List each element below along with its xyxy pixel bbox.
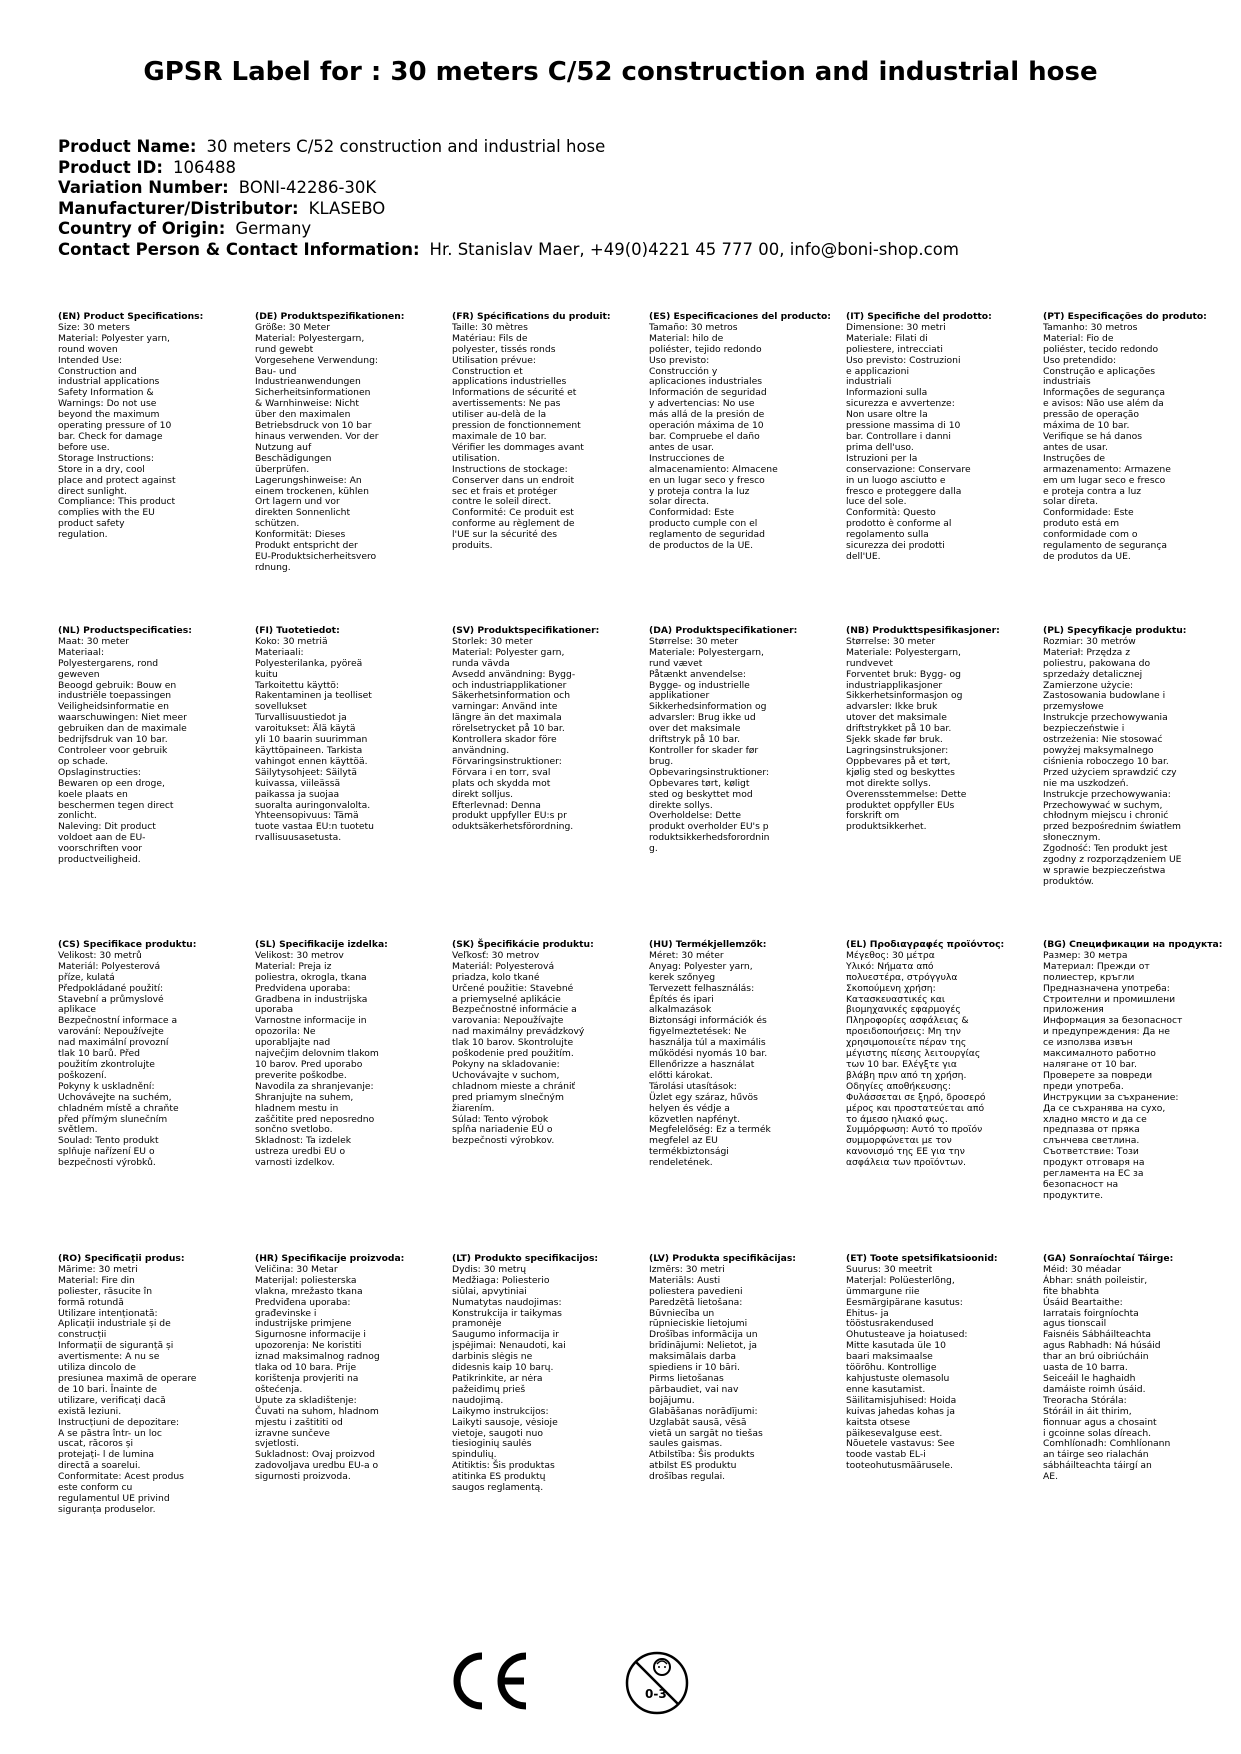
spec-block [846,312,1036,563]
spec-block-header: (LV) Produkta specifikācijas: [649,1253,796,1264]
spec-line: Veličina: 30 Metar [255,1263,338,1275]
spec-line: Taille: 30 mètres [452,321,528,333]
spec-line: Uso previsto: Construcción y aplicaciones industriales [649,354,763,388]
spec-line: Uso pretendido: Construção e aplicações industriais [1043,354,1156,388]
spec-line: Materiale: Polyestergarn, rundvevet [846,646,961,669]
spec-block [649,940,839,1169]
spec-line: Skladnost: Ta izdelek ustreza uredbi EU o varnosti izdelkov. [255,1135,352,1169]
spec-line: Materiál: Polyesterová příze, kulatá [58,960,161,983]
spec-block-header: (HU) Termékjellemzők: [649,939,767,950]
spec-block-header: (SV) Produktspecifikationer: [452,625,600,636]
spec-line: Overensstemmelse: Dette produktet oppfyller EUs forskrift om produktsikkerhet. [846,788,967,833]
spec-line: Size: 30 meters [58,321,130,333]
spec-line: Conformitate: Acest produs este conform cu regulamentul UE privind siguranța produselor. [58,1471,184,1515]
info-label: Variation Number: [58,178,229,197]
spec-line: Bezpečnostné informácie a varovania: Nepoužívajte nad maximálny prevádzkový tlak 10 barov. Skontrolujte poškodenie pred použitím. [452,1004,585,1060]
spec-block-header: (GA) Sonraíochtaí Táirge: [1043,1253,1174,1264]
spec-block-header: (DA) Produktspecifikationer: [649,625,798,636]
spec-line: Instrukcje przechowywania: Przechowywać w suchym, chłodnym miejscu i chronić przed bezpośrednim światłem słonecznym. [1043,788,1181,844]
spec-line: Veiligheidsinformatie en waarschuwingen: Niet meer gebruiken dan de maximale bedrijfsdruk van 10 bar. Controleer voor gebruik op schade. [58,701,187,767]
spec-line: Materiał: Przędza z poliestru, pakowana do sprzedaży detalicznej [1043,646,1151,680]
spec-line: Rozmiar: 30 metrów [1043,635,1136,647]
spec-line: Matériau: Fils de polyester, tissés ronds [452,332,556,355]
spec-block [255,626,445,844]
spec-line: Efterlevnad: Denna produkt uppfyller EU:s pr oduktsäkerhetsförordning. [452,799,574,833]
spec-line: Predviđena uporaba: građevinske i industrijske primjene [255,1296,352,1330]
spec-line: Numatytas naudojimas: Konstrukcija ir taikymas pramonėje [452,1296,562,1330]
spec-line: Určené použitie: Stavebné a priemyselné aplikácie [452,982,574,1005]
spec-line: Tarkoitettu käyttö: Rakentaminen ja teolliset sovellukset [255,679,372,713]
spec-line: Suurus: 30 meetrit [846,1263,933,1275]
info-value: 30 meters C/52 construction and industrial hose [206,137,606,156]
spec-line: Informazioni sulla sicurezza e avvertenze: Non usare oltre la pressione massima di 10 bar. Controllare i danni prima dell'uso. [846,387,961,453]
spec-line: Πληροφορίες ασφάλειας & προειδοποιήσεις: Μη την χρησιμοποιείτε πέραν της μέγιστης πίεσης λειτουργίας των 10 bar. Ελέγξτε για βλάβη πριν από τη χρήση. [846,1015,981,1081]
spec-block-header: (ES) Especificaciones del producto: [649,311,831,322]
ce-mark-icon [448,1650,532,1712]
spec-line: Instrucțiuni de depozitare: A se păstra într- un loc uscat, răcoros și protejați- l de lumina directă a soarelui. [58,1416,180,1472]
variation-number-row [58,178,959,199]
spec-line: Materiaali: Polyesterilanka, pyöreä kuitu [255,646,363,680]
spec-line: Turvallisuustiedot ja varoitukset: Älä käytä yli 10 baarin suurimman käyttöpaineen. Tarkista vahingot ennen käyttöä. [255,712,368,767]
spec-line: Förvaringsinstruktioner: Förvara i en torr, sval plats och skydda mot direkt solljus. [452,755,562,800]
spec-line: Méid: 30 méadar [1043,1263,1122,1275]
spec-line: Tárolási utasítások: Üzlet egy száraz, hűvös helyen és védje a közvetlen napfényt. [649,1080,758,1125]
spec-block [649,1254,839,1483]
spec-line: Méret: 30 méter [649,949,724,961]
spec-block [1043,312,1233,563]
contact-row [58,240,959,261]
spec-block [1043,1254,1233,1483]
spec-line: Vorgesehene Verwendung: Bau- und Industrieanwendungen [255,354,378,388]
spec-block [649,626,839,855]
spec-block-header: (IT) Specifiche del prodotto: [846,311,992,322]
spec-line: Informations de sécurité et avertissements: Ne pas utiliser au-delà de la pression de fonctionnement maximale de 10 bar. Vérifier les dommages avant utilisation. [452,387,584,464]
spec-block-header: (SL) Specifikacije izdelka: [255,939,388,950]
spec-line: Conformità: Questo prodotto è conforme al regolamento sulla sicurezza dei prodotti dell'UE. [846,507,952,562]
spec-line: Ábhar: snáth poileistir, fite bhabhta [1043,1274,1148,1297]
info-label: Contact Person & Contact Information: [58,239,420,259]
spec-line: Upute za skladištenje: Čuvati na suhom, hladnom mjestu i zaštititi od izravne sunčeve svjetlosti. [255,1394,379,1450]
spec-line: Istruzioni per la conservazione: Conservare in un luogo asciutto e fresco e proteggere dalla luce del sole. [846,452,971,508]
spec-block [846,626,1036,833]
spec-line: Material: Polyestergarn, rund gewebt [255,332,365,355]
spec-block-header: (BG) Спецификации на продукта: [1043,939,1223,950]
spec-line: Størrelse: 30 meter [846,635,936,647]
spec-block [452,312,642,552]
spec-line: Material: Polyester yarn, round woven [58,332,170,355]
spec-block [58,312,248,541]
spec-line: Paredzētā lietošana: Būvniecība un rūpnieciskie lietojumi [649,1296,748,1330]
spec-block-header: (NB) Produkttspesifikasjoner: [846,625,1000,636]
spec-line: Faisnéis Sábháilteachta agus Rabhadh: Ná húsáid thar an brú oibriúcháin uasta de 10 barra. Seiceáil le haghaidh damáiste roimh úsáid. [1043,1329,1161,1395]
spec-line: Pokyny k uskladnění: Uchovávejte na suchém, chladném místě a chraňte před přímým slunečním světlem. [58,1080,179,1136]
spec-line: Материал: Прежди от полиестер, кръгли [1043,960,1150,983]
spec-line: Treoracha Stórála: Stóráil in áit thirim, fionnuar agus a chosaint i gcoinne solas díreach. [1043,1394,1157,1439]
info-label: Manufacturer/Distributor: [58,198,299,218]
spec-block [255,940,445,1169]
spec-line: Soulad: Tento produkt splňuje nařízení EU o bezpečnosti výrobků. [58,1135,159,1169]
spec-line: Navodila za shranjevanje: Shranjujte na suhem, hladnem mestu in zaščitite pred neposredno sončno svetlobo. [255,1080,375,1136]
spec-line: Ohutusteave ja hoiatused: Mitte kasutada üle 10 baari maksimaalse töörõhu. Kontrollige kahjustuste olemasolu enne kasutamist. [846,1329,968,1395]
spec-block [1043,626,1233,888]
spec-block [58,1254,248,1516]
spec-line: Uso previsto: Costruzioni e applicazioni industriali [846,354,961,388]
spec-line: Izmērs: 30 metri [649,1263,725,1275]
spec-line: Maat: 30 meter [58,635,130,647]
spec-block [452,626,642,833]
spec-line: Conformidad: Este producto cumple con el reglamento de seguridad de productos de la UE. [649,507,765,552]
spec-line: Υλικό: Νήματα από πολυεστέρα, στρόγγυλα [846,960,958,983]
spec-line: Opslaginstructies: Bewaren op een droge, koele plaats en beschermen tegen direct zonlicht. [58,766,174,822]
spec-line: Σκοπούμενη χρήση: Κατασκευαστικές και βιομηχανικές εφαρμογές [846,982,961,1016]
spec-block-header: (PT) Especificações do produto: [1043,311,1207,322]
spec-line: Предназначена употреба: Строителни и промишлени приложения [1043,982,1176,1016]
spec-line: Koko: 30 metriä [255,635,328,647]
spec-line: Tamanho: 30 metros [1043,321,1138,333]
spec-line: Sukladnost: Ovaj proizvod zadovoljava uredbu EU-a o sigurnosti proizvoda. [255,1449,379,1483]
spec-line: Safety Information & Warnings: Do not use beyond the maximum operating pressure of 10 bar. Check for damage before use. [58,387,172,453]
spec-block-header: (EL) Προδιαγραφές προϊόντος: [846,939,1005,950]
product-info [58,137,959,260]
spec-block-header: (EN) Product Specifications: [58,311,204,322]
spec-line: Mărime: 30 metri [58,1263,138,1275]
page-title: GPSR Label for : 30 meters C/52 construction and industrial hose [143,57,1098,87]
spec-line: Инструкции за съхранение: Да се съхранява на сухо, хладно място и да се предпазва от пряка слънчева светлина. [1043,1091,1179,1147]
spec-block [255,1254,445,1483]
spec-block [452,940,642,1147]
manufacturer-row [58,199,959,220]
spec-line: Conformité: Ce produit est conforme au règlement de l'UE sur la sécurité des produits. [452,507,575,552]
spec-line: Comhlíonadh: Comhlíonann an táirge seo rialachán sábháilteachta táirgí an AE. [1043,1438,1171,1483]
spec-line: Tervezett felhasználás: Építés és ipari alkalmazások [649,982,755,1016]
spec-line: Lagerungshinweise: An einem trockenen, kühlen Ort lagern und vor direkten Sonnenlicht schützen. [255,474,369,530]
spec-line: Съответствие: Този продукт отговаря на регламента на ЕС за безопасност на продуктите. [1043,1146,1145,1201]
spec-block [255,312,445,574]
spec-line: Forventet bruk: Bygg- og industriapplikasjoner [846,668,961,691]
spec-line: Předpokládané použití: Stavební a průmyslové aplikace [58,982,164,1016]
spec-line: Lagringsinstruksjoner: Oppbevares på et tørt, kjølig sted og beskyttes mot direkte sollys. [846,744,955,789]
spec-line: Opbevaringsinstruktioner: Opbevares tørt, køligt sted og beskyttet mod direkte sollys. [649,766,770,811]
spec-line: Varnostne informacije in opozorila: Ne uporabljajte nad največjim delovnim tlakom 10 barov. Pred uporabo preverite poškodbe. [255,1015,379,1081]
spec-line: Pokyny na skladovanie: Uchovávajte v suchom, chladnom mieste a chrániť pred priamym slnečným žiarením. [452,1058,576,1114]
spec-block-header: (DE) Produktspezifikationen: [255,311,405,322]
spec-line: Συμμόρφωση: Αυτό το προϊόν συμμορφώνεται με τον κανονισμό της ΕΕ για την ασφάλεια των προϊόντων. [846,1124,983,1169]
spec-line: Οδηγίες αποθήκευσης: Φυλάσσεται σε ξηρό, δροσερό μέρος και προστατεύεται από το άμεσο ηλιακό φως. [846,1080,986,1125]
info-value: 106488 [172,157,236,177]
info-value: KLASEBO [308,198,386,218]
spec-line: Material: Preja iz poliestra, okrogla, tkana [255,960,367,983]
spec-line: Størrelse: 30 meter [649,635,739,647]
not-for-children-0-3-icon [624,1648,690,1718]
spec-block [58,626,248,866]
spec-line: Größe: 30 Meter [255,321,330,333]
info-label: Country of Origin: [58,219,226,238]
spec-line: Utilizare intenționată: Aplicații industriale și de construcții [58,1307,171,1341]
spec-line: Yhteensopivuus: Tämä tuote vastaa EU:n tuotetu rvallisuusasetusta. [255,810,374,844]
spec-line: Velikost: 30 metrov [255,949,344,961]
spec-line: Glabāšanas norādījumi: Uzglabāt sausā, vēsā vietā un sargāt no tiešas saules gaismas. [649,1405,763,1450]
spec-line: Bezpečnostní informace a varování: Nepoužívejte nad maximální provozní tlak 10 barů. Před použitím zkontrolujte poškození. [58,1015,178,1081]
spec-line: Material: Fire din poliester, răsucite în formă rotundă [58,1274,153,1308]
spec-line: Säkerhetsinformation och varningar: Använd inte längre än det maximala rörelsetrycket på 10 bar. Kontrollera skador före användning. [452,690,571,756]
spec-line: Biztonsági információk és figyelmeztetések: Ne használja túl a maximális működési nyomás 10 bar. Ellenőrizze a használat előtti károkat. [649,1015,768,1081]
spec-line: Veľkosť: 30 metrov [452,949,540,961]
spec-block [846,1254,1036,1472]
info-value: BONI-42286-30K [238,178,377,197]
age-range-label: 0-3 [645,1687,667,1701]
spec-line: Materiale: Polyestergarn, rund vævet [649,646,764,669]
spec-line: Compliance: This product complies with the EU product safety regulation. [58,496,176,541]
spec-block [1043,940,1233,1202]
spec-line: Beoogd gebruik: Bouw en industriële toepassingen [58,679,177,702]
spec-line: Material: Polyester garn, runda vävda [452,646,565,669]
spec-line: Storlek: 30 meter [452,635,533,647]
spec-line: Sicherheitsinformationen & Warnhinweise: Nicht über den maximalen Betriebsdruck von 10 bar hinaus verwenden. Vor der Nutzung auf Beschädigungen überprüfen. [255,387,379,475]
spec-block [452,1254,642,1494]
spec-line: Materiale: Filati di poliestere, intrecciati [846,332,943,355]
spec-block-header: (SK) Špecifikácie produktu: [452,939,594,950]
spec-line: Säilytysohjeet: Säilytä kuivassa, viileässä paikassa ja suojaa suoralta auringonvalolta. [255,766,371,811]
spec-line: Tamaño: 30 metros [649,321,738,333]
spec-block-header: (PL) Specyfikacje produktu: [1043,625,1187,636]
info-value: Hr. Stanislav Maer, +49(0)4221 45 777 00, info@boni-shop.com [429,239,959,259]
spec-block [649,312,839,552]
spec-line: Dydis: 30 metrų [452,1263,527,1275]
info-label: Product Name: [58,137,197,156]
spec-line: Påtænkt anvendelse: Bygge- og industrielle applikationer [649,668,750,702]
spec-line: Informações de segurança e avisos: Não use além da pressão de operação máxima de 10 bar. Verifique se há danos antes de usar. [1043,387,1166,453]
spec-line: Laikymo instrukcijos: Laikyti sausoje, vėsioje vietoje, saugoti nuo tiesioginių saulės spindulių. [452,1405,558,1461]
spec-block-header: (FI) Tuotetiedot: [255,625,340,636]
info-value: Germany [235,219,312,238]
spec-line: Instrukcje przechowywania bezpieczeństwie i ostrzeżenia: Nie stosować powyżej maksymalnego ciśnienia roboczego 10 bar. Przed użyciem sprawdzić czy nie ma uszkodzeń. [1043,712,1177,789]
spec-line: Nõuetele vastavus: See toode vastab EL-i tooteohutusmäärusele. [846,1438,955,1472]
spec-line: Drošības informācija un brīdinājumi: Nelietot, ja maksimālais darba spiediens ir 10 bāri. Pirms lietošanas pārbaudiet, vai nav bojājumu. [649,1329,758,1406]
spec-line: Materjal: Polüesterlõng, ümmargune riie [846,1274,955,1297]
spec-line: Размер: 30 метра [1043,949,1128,961]
spec-block-header: (FR) Spécifications du produit: [452,311,611,322]
spec-line: Materiaal: Polyestergarens, rond geweven [58,646,159,680]
info-label: Product ID: [58,157,163,177]
spec-line: Úsáid Beartaithe: Iarratais foirgníochta agus tionscail [1043,1296,1139,1330]
spec-line: Instruções de armazenamento: Armazene em um lugar seco e fresco e proteja contra a luz solar direta. [1043,452,1171,508]
spec-line: Overholdelse: Dette produkt overholder EU's p roduktsikkerhedsforordnin g. [649,810,770,855]
spec-line: Dimensione: 30 metri [846,321,946,333]
spec-line: Μέγεθος: 30 μέτρα [846,949,935,961]
spec-line: Säilitamisjuhised: Hoida kuivas jahedas kohas ja kaitsta otsese päikesevalguse eest. [846,1394,957,1439]
spec-line: Materiál: Polyesterová priadza, kolo tkané [452,960,555,983]
spec-line: Avsedd användning: Bygg- och industriapplikationer [452,668,576,691]
spec-line: Utilisation prévue: Construction et applications industrielles [452,354,567,388]
spec-line: Zamierzone użycie: Zastosowania budowlane i przemysłowe [1043,679,1166,713]
spec-line: Storage Instructions: Store in a dry, cool place and protect against direct sunlight. [58,452,176,497]
spec-line: Materijal: poliesterska vlakna, mrežasto tkana [255,1274,363,1297]
spec-line: Velikost: 30 metrů [58,949,142,961]
spec-line: Material: hilo de poliéster, tejido redondo [649,332,762,355]
spec-line: Eesmärgipärane kasutus: Ehitus- ja tööstusrakendused [846,1296,963,1330]
product-name-row [58,137,959,158]
spec-block-header: (LT) Produkto specifikacijos: [452,1253,599,1264]
spec-line: Atitiktis: Šis produktas atitinka ES produktų saugos reglamentą. [452,1460,555,1494]
spec-line: Materiāls: Austi poliestera pavedieni [649,1274,743,1297]
spec-line: Naleving: Dit product voldoet aan de EU- voorschriften voor productveiligheid. [58,821,156,866]
spec-line: Intended Use: Construction and industrial applications [58,354,160,388]
spec-line: Anyag: Polyester yarn, kerek szőnyeg [649,960,753,983]
spec-block-header: (CS) Specifikace produktu: [58,939,197,950]
spec-block-header: (HR) Specifikacije proizvoda: [255,1253,405,1264]
spec-line: Predvidena uporaba: Gradbena in industrijska uporaba [255,982,368,1016]
spec-block-header: (RO) Specificații produs: [58,1253,185,1264]
spec-line: Información de seguridad y advertencias: No use más allá de la presión de operación máxima de 10 bar. Compruebe el daño antes de usar. [649,387,767,453]
spec-line: Информация за безопасност и предупреждения: Да не се използва извън максималното работно налягане от 10 bar. Проверете за повреди преди употреба. [1043,1015,1183,1092]
spec-line: Instructions de stockage: Conserver dans un endroit sec et frais et protéger contre le soleil direct. [452,463,575,508]
spec-line: Megfelelőség: Ez a termék megfelel az EU termékbiztonsági rendeletének. [649,1124,771,1169]
spec-line: Konformität: Dieses Produkt entspricht der EU-Produktsicherheitsvero rdnung. [255,529,377,573]
spec-line: Zgodność: Ten produkt jest zgodny z rozporządzeniem UE w sprawie bezpieczeństwa produktów. [1043,843,1182,887]
spec-block-header: (ET) Toote spetsifikatsioonid: [846,1253,998,1264]
spec-line: Saugumo informacija ir įspėjimai: Nenaudoti, kai darbinis slėgis ne didesnis kaip 10 barų. Patikrinkite, ar nėra pažeidimų prieš naudojimą. [452,1329,566,1406]
spec-line: Sikkerhetsinformasjon og advarsler: Ikke bruk utover det maksimale driftstrykket på 10 bar. Sjekk skade før bruk. [846,690,963,746]
product-id-row [58,158,959,179]
spec-line: Conformidade: Este produto está em conformidade com o regulamento de segurança de produtos da UE. [1043,507,1168,562]
spec-line: Medžiaga: Poliesterio siūlai, apvytiniai [452,1274,550,1297]
spec-line: Sikkerhedsinformation og advarsler: Brug ikke ud over det maksimale driftstryk på 10 bar. Kontroller for skader før brug. [649,701,767,767]
spec-line: Sigurnosne informacije i upozorenja: Ne koristiti iznad maksimalnog radnog tlaka od 10 bara. Prije korištenja provjeriti na oštećenja. [255,1329,380,1395]
certification-icons [0,1648,1241,1738]
spec-line: Súlad: Tento výrobok spĺňa nariadenie EÚ o bezpečnosti výrobkov. [452,1113,555,1147]
spec-line: Atbilstība: Šis produkts atbilst ES produktu drošības regulai. [649,1449,755,1483]
spec-line: Instrucciones de almacenamiento: Almacene en un lugar seco y fresco y proteja contra la luz solar directa. [649,452,778,508]
spec-line: Material: Fio de poliéster, tecido redondo [1043,332,1159,355]
country-of-origin-row [58,219,959,240]
spec-block-header: (NL) Productspecificaties: [58,625,192,636]
spec-block [846,940,1036,1169]
spec-line: Informații de siguranță și avertismente: A nu se utiliza dincolo de presiunea maximă de operare de 10 bari. Înainte de utilizare, verificați dacă există leziuni. [58,1340,197,1417]
spec-block [58,940,248,1169]
